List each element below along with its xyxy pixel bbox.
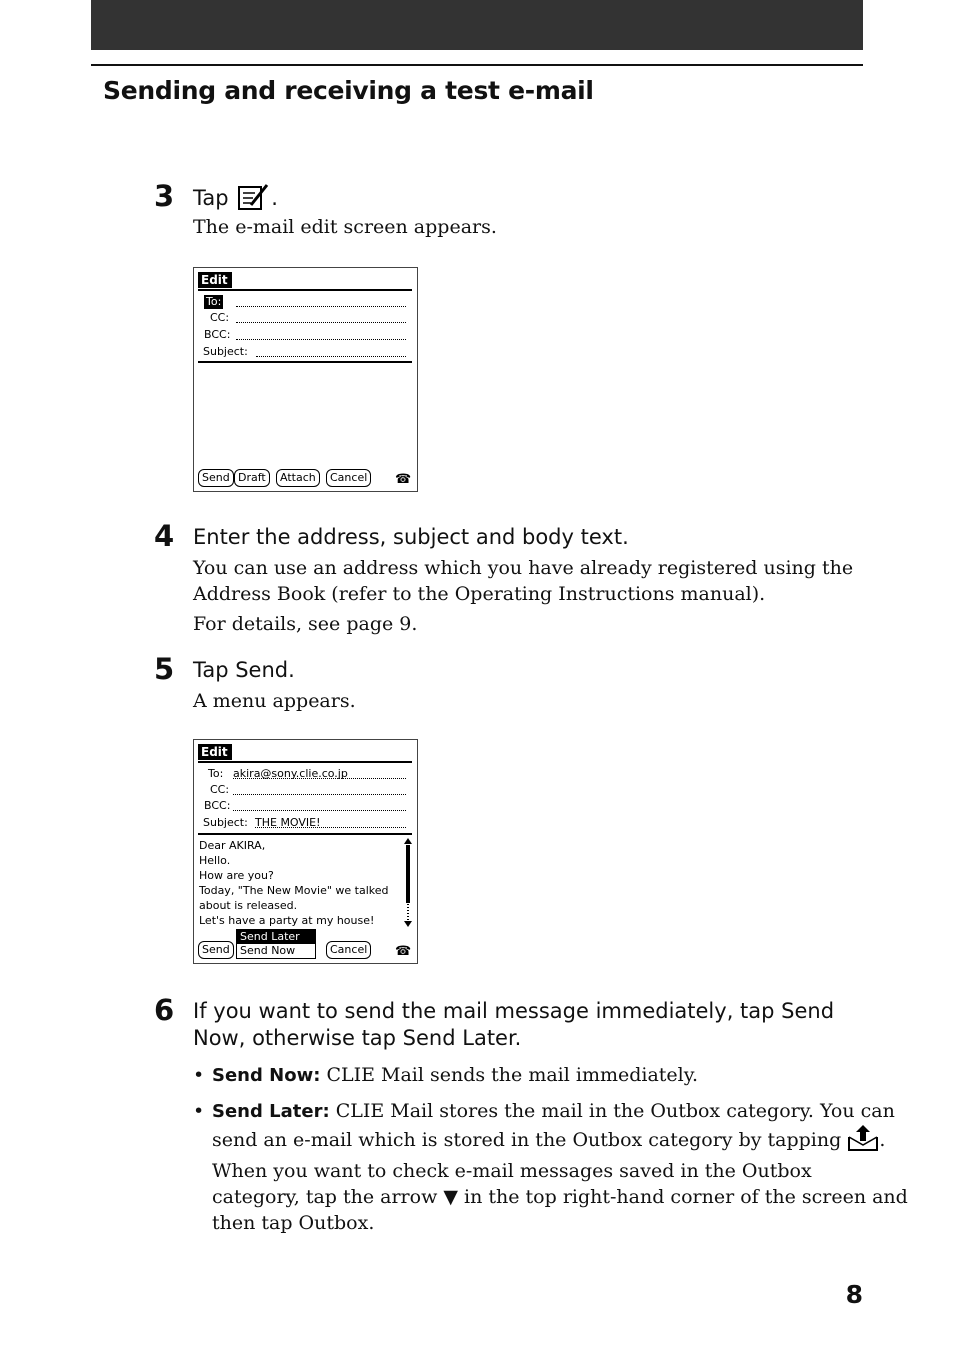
send-popup-menu — [236, 929, 316, 959]
header-divider — [198, 361, 412, 363]
step-6-number: 6 — [154, 993, 175, 1027]
to-label: To: — [208, 767, 224, 780]
step-3-heading — [193, 183, 278, 218]
to-field[interactable] — [202, 295, 406, 309]
bullet-dot: • — [193, 1064, 205, 1086]
step-4-body-line-2: Address Book (refer to the Operating Instructions manual). — [193, 583, 766, 605]
bcc-line — [236, 339, 406, 340]
message-line: Hello. — [199, 854, 231, 867]
step-4-body-line-1: You can use an address which you have already registered using the — [193, 557, 854, 579]
message-line: Today, "The New Movie" we talked — [199, 884, 389, 897]
send-now-label: Send Now: — [212, 1065, 321, 1086]
send-later-menu-item[interactable]: Send Later — [237, 930, 315, 944]
edit-tab: Edit — [198, 744, 232, 760]
header-divider — [198, 833, 412, 835]
subject-line — [256, 356, 406, 357]
palm-edit-screen — [193, 267, 418, 492]
palm-edit-screen-filled — [193, 739, 418, 964]
cc-label: CC: — [210, 311, 230, 324]
send-later-text-3: When you want to check e-mail messages saved in the Outbox — [212, 1160, 812, 1182]
cc-field[interactable] — [202, 311, 406, 325]
bcc-line — [233, 810, 406, 811]
step-6-heading-line-2: Now, otherwise tap Send Later. — [193, 1026, 522, 1050]
header-rule — [91, 64, 863, 66]
send-button[interactable]: Send — [198, 469, 234, 487]
step-4-heading: Enter the address, subject and body text. — [193, 525, 629, 549]
send-later-text-2: send an e-mail which is stored in the Outbox category by tapping — [212, 1129, 842, 1151]
phone-icon[interactable]: ☎ — [395, 944, 412, 959]
step-5-heading: Tap Send. — [193, 658, 295, 682]
to-line — [236, 306, 406, 307]
cc-label: CC: — [210, 783, 230, 796]
title-underline — [198, 289, 412, 291]
header-bar — [91, 0, 863, 50]
edit-tab: Edit — [198, 272, 232, 288]
subject-field[interactable] — [202, 345, 406, 359]
cancel-button[interactable]: Cancel — [326, 941, 371, 959]
send-later-text-4: category, tap the arrow ▼ in the top right-hand corner of the screen and — [212, 1186, 908, 1208]
send-later-text-5: then tap Outbox. — [212, 1212, 375, 1234]
subject-line — [255, 827, 406, 828]
subject-value: THE MOVIE! — [255, 816, 321, 829]
cc-field[interactable] — [202, 783, 406, 797]
subject-label: Subject: — [203, 816, 248, 829]
step-3-period: . — [271, 186, 278, 210]
message-line: How are you? — [199, 869, 274, 882]
step-5-body: A menu appears. — [193, 690, 356, 712]
page-number: 8 — [845, 1280, 863, 1309]
section-title: Sending and receiving a test e-mail — [103, 76, 594, 105]
step-3-text: Tap — [193, 186, 229, 210]
step-4-page-ref: For details, see page 9. — [193, 613, 418, 635]
to-label: To: — [206, 295, 222, 308]
message-line: Dear AKIRA, — [199, 839, 266, 852]
step-5-number: 5 — [154, 652, 175, 686]
message-line: about is released. — [199, 899, 298, 912]
send-now-menu-item[interactable]: Send Now — [240, 944, 296, 957]
step-4-number: 4 — [154, 519, 175, 553]
cc-line — [236, 322, 406, 323]
to-field[interactable] — [202, 767, 406, 781]
bcc-label: BCC: — [204, 799, 231, 812]
send-later-text-1: CLIE Mail stores the mail in the Outbox category. You can — [329, 1100, 895, 1122]
draft-button[interactable]: Draft — [234, 469, 270, 487]
phone-icon[interactable]: ☎ — [395, 472, 412, 487]
step-6-heading-line-1: If you want to send the mail message immediately, tap Send — [193, 999, 835, 1023]
bullet-send-now — [193, 1062, 863, 1089]
subject-label: Subject: — [203, 345, 248, 358]
send-now-text: CLIE Mail sends the mail immediately. — [320, 1064, 698, 1086]
bullet-dot: • — [193, 1100, 205, 1122]
to-line — [233, 778, 406, 779]
send-later-label: Send Later: — [212, 1101, 330, 1122]
attach-button[interactable]: Attach — [276, 469, 320, 487]
bcc-label: BCC: — [204, 328, 231, 341]
cc-line — [233, 794, 406, 795]
send-button[interactable]: Send — [198, 941, 234, 959]
cancel-button[interactable]: Cancel — [326, 469, 371, 487]
bcc-field[interactable] — [202, 799, 406, 813]
title-underline — [198, 761, 412, 763]
step-3-body: The e-mail edit screen appears. — [193, 216, 497, 238]
step-3-number: 3 — [154, 179, 175, 213]
message-body[interactable] — [199, 838, 399, 928]
to-value: akira@sony.clie.co.jp — [233, 767, 348, 780]
bcc-field[interactable] — [202, 328, 406, 342]
bullet-send-later: • Send Later: CLIE Mail stores the mail in the Outbox category. You can send an e-mail which is stored in the Outbox category by tapping . When you want to check e-mail messages saved in the Outbox category, tap the arrow ▼ in the top right-hand corner of the screen and then tap Outbox. — [193, 1100, 908, 1234]
outbox-send-icon — [847, 1125, 879, 1158]
subject-field[interactable] — [202, 816, 406, 830]
message-line: Let's have a party at my house! — [199, 914, 375, 927]
compose-icon — [237, 183, 271, 218]
scrollbar[interactable] — [404, 838, 410, 928]
